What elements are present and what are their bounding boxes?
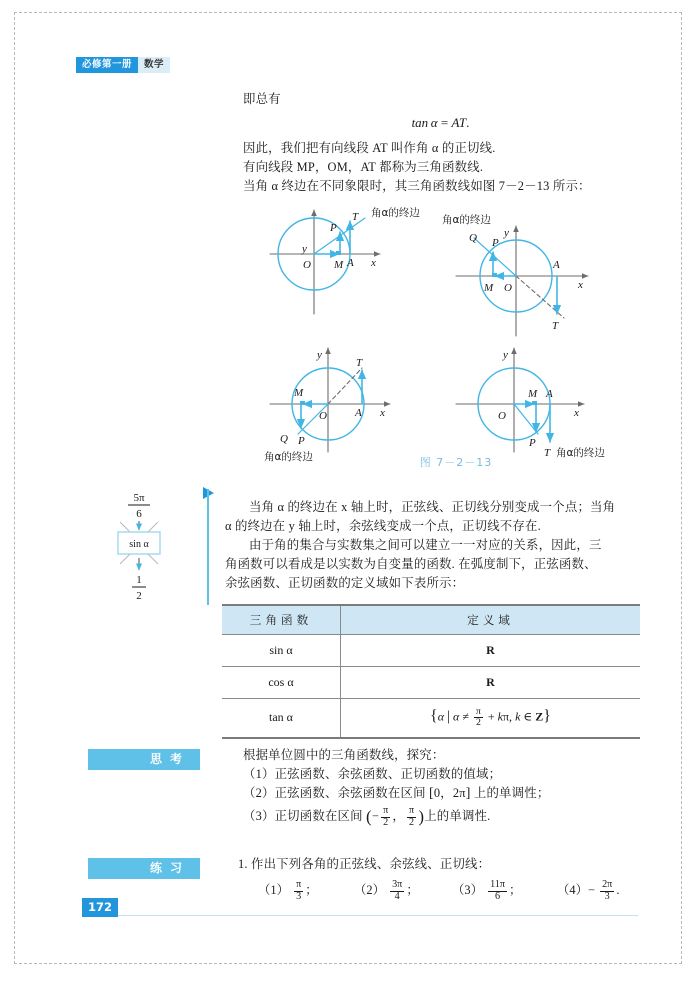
svg-text:M: M [294, 387, 304, 399]
sidenote-rule [207, 489, 209, 605]
svg-text:A: A [546, 388, 553, 400]
svg-text:P: P [529, 437, 536, 449]
sidenote-output-num: 1 [136, 574, 142, 586]
para2-line-4: 角函数可以看成是以实数为自变量的函数. 在弧度制下，正弦函数、 [225, 557, 597, 571]
paragraph-2: 有向线段 MP，OM，AT 都称为三角函数线. [243, 160, 484, 174]
svg-text:x: x [578, 279, 583, 291]
panel-quadrant-3 [264, 348, 390, 463]
table-cell-function: sin α [222, 635, 341, 667]
para2-line-2: α 的终边在 y 轴上时，余弦线变成一个点，正切线不存在. [225, 519, 541, 533]
intro-line: 即总有 [243, 92, 281, 106]
running-head [76, 57, 170, 73]
svg-text:y: y [503, 349, 508, 361]
svg-text:O: O [504, 282, 512, 294]
svg-text:y: y [504, 227, 509, 239]
sidenote-input-num: 5π [133, 492, 145, 504]
table-row [222, 667, 640, 699]
exercise-item-4: （4）− $\frac{2\pi}{3}$ . [557, 879, 620, 902]
think-item-1: （1）正弦函数、余弦函数、正切函数的值域； [243, 767, 502, 781]
table-header-row [222, 605, 640, 635]
svg-text:P: P [298, 435, 305, 447]
svg-text:角α的终边: 角α的终边 [556, 447, 605, 459]
tab-think: 思考 [88, 749, 200, 770]
svg-text:Q: Q [280, 433, 288, 445]
table-row [222, 635, 640, 667]
think-lead: 根据单位圆中的三角函数线，探究： [243, 748, 445, 762]
figure-caption: 图 7－2－13 [419, 456, 493, 469]
svg-text:y: y [317, 349, 322, 361]
svg-text:T: T [352, 211, 359, 223]
sidenote-box-label: sin α [129, 539, 149, 550]
exercise-items [238, 880, 643, 902]
svg-text:T: T [552, 320, 559, 332]
table-cell-domain: R [341, 667, 641, 699]
sidenote-svg [108, 488, 170, 604]
svg-text:O: O [319, 410, 327, 422]
running-head-volume: 必修第一册 [76, 57, 138, 73]
exercise-question-1: 1. 作出下列各角的正弦线、余弦线、正切线： [238, 857, 491, 871]
tab-exercise: 练习 [88, 858, 200, 879]
svg-text:角α的终边: 角α的终边 [442, 214, 491, 226]
svg-text:P: P [492, 237, 499, 249]
exercise-item-2: （2） $\frac{3\pi}{4}$ ； [354, 879, 419, 902]
svg-text:x: x [574, 407, 579, 419]
svg-text:P: P [330, 222, 337, 234]
footer-rule [118, 915, 638, 916]
para2-line-3: 由于角的集合与实数集之间可以建立一一对应的关系，因此，三 [249, 538, 602, 552]
figure-7-2-13 [264, 196, 642, 488]
page-number: 172 [82, 898, 118, 917]
svg-text:T: T [544, 447, 551, 459]
sidenote-input-den: 6 [136, 508, 142, 520]
svg-text:T: T [356, 357, 363, 369]
domain-table [222, 604, 640, 739]
svg-text:A: A [553, 259, 560, 271]
paragraph-3: 当角 α 终边在不同象限时，其三角函数线如图 7－2－13 所示： [243, 179, 591, 193]
exercise-item-3: （3） $\frac{11\pi}{6}$ ； [452, 879, 522, 902]
exercise-block [238, 855, 643, 902]
svg-text:x: x [371, 257, 376, 269]
intro-block [243, 90, 638, 196]
table-header-domain: 定义域 [341, 605, 641, 635]
paragraph-block-2 [225, 498, 637, 593]
svg-text:A: A [355, 407, 362, 419]
table-cell-domain: R [341, 635, 641, 667]
sidenote-output-den: 2 [136, 590, 142, 602]
running-head-subject: 数学 [138, 57, 170, 73]
para2-line-1: 当角 α 的终边在 x 轴上时，正弦线、正切线分别变成一个点；当角 [249, 500, 616, 514]
sidenote-function-machine [108, 488, 170, 604]
svg-text:M: M [528, 388, 538, 400]
svg-text:A: A [347, 257, 354, 269]
svg-text:M: M [334, 259, 344, 271]
para2-line-5: 余弦函数、正切函数的定义域如下表所示： [225, 576, 465, 590]
svg-text:y: y [302, 243, 307, 255]
svg-text:Q: Q [469, 232, 477, 244]
think-item-3: （3）正切函数在区间 (− $\frac{\pi}{2}$ ， $\frac{\pi}{2}$ )上的单调性. [243, 804, 491, 828]
panel-quadrant-1 [270, 206, 420, 314]
table-header-function: 三角函数 [222, 605, 341, 635]
paragraph-1: 因此，我们把有向线段 AT 叫作角 α 的正切线. [243, 141, 496, 155]
svg-text:O: O [498, 410, 506, 422]
table-cell-function: cos α [222, 667, 341, 699]
svg-text:x: x [380, 407, 385, 419]
panel-quadrant-2 [442, 213, 588, 336]
table-cell-function: tan α [222, 699, 341, 738]
table-cell-domain-tan: {α | α ≠ $\frac{\pi}{2}$ + kπ, k ∈ Z} [341, 699, 641, 738]
think-item-2: （2）正弦函数、余弦函数在区间 [0，2π] 上的单调性； [243, 786, 550, 801]
table-row [222, 699, 640, 738]
think-block [243, 746, 643, 830]
svg-text:M: M [484, 282, 494, 294]
exercise-item-1: （1） $\frac{\pi}{3}$ ； [258, 879, 318, 902]
display-formula: tan α = AT. [411, 115, 470, 130]
svg-text:O: O [303, 259, 311, 271]
svg-text:角α的终边: 角α的终边 [371, 207, 420, 219]
panel-quadrant-4 [456, 348, 605, 459]
svg-text:角α的终边: 角α的终边 [264, 451, 313, 463]
